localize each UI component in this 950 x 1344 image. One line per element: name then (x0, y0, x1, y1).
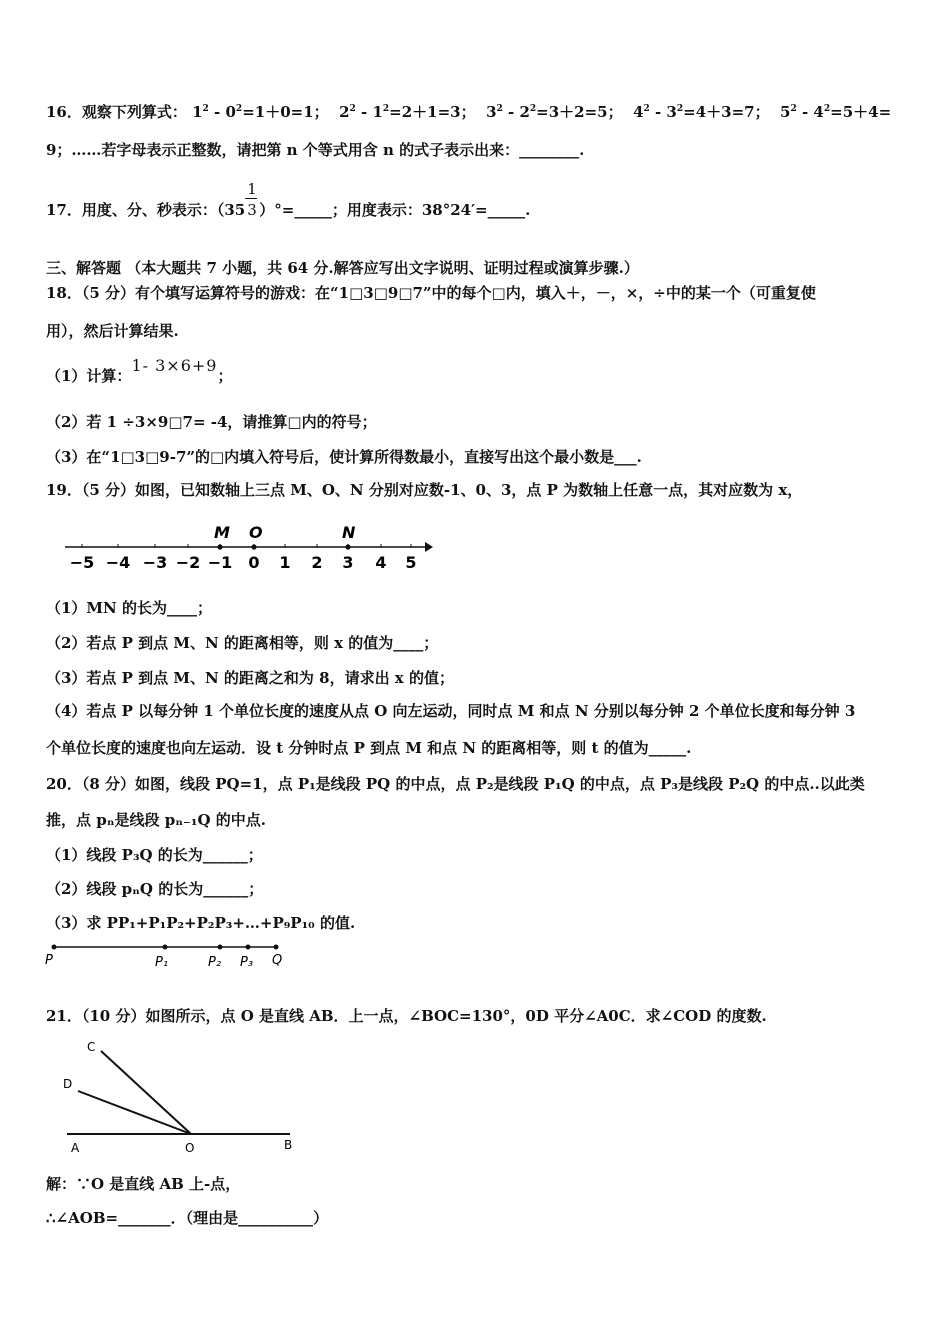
number-line-tick-label: −1 (207, 553, 233, 572)
label-b: B (284, 1138, 293, 1152)
q19-part1: （1）MN 的长为____； (46, 599, 212, 617)
q18-part1-suffix: ； (217, 367, 233, 385)
q16-eq5-sq-b: 2 (823, 104, 831, 114)
q16-eq2-a: 2 (339, 103, 350, 121)
q16-prefix: 16．观察下列算式： (46, 103, 187, 121)
q20-part3: （3）求 PP₁+P₁P₂+P₂P₃+…+P₉P₁₀ 的值. (46, 914, 356, 932)
q16-eq3-a: 3 (486, 103, 497, 121)
label-a: A (71, 1141, 80, 1155)
q18-part1-expression: 1- 3×6+9 (131, 356, 218, 375)
point-p-label: P (45, 953, 53, 968)
q16-eq1-c: =1＋0=1； (242, 103, 329, 121)
q16-eq5-a: 5 (780, 103, 791, 121)
ray-od (78, 1091, 191, 1134)
q17-frac-den: 3 (247, 201, 257, 219)
q16-line2: 9；……若字母表示正整数，请把第 n 个等式用含 n 的式子表示出来：________. (46, 141, 585, 159)
q18-part1 (46, 356, 233, 386)
point-o-label: O (249, 523, 263, 542)
label-d: D (63, 1077, 73, 1091)
q16-eq1-sq-a: 2 (202, 104, 209, 114)
q16-line1 (46, 102, 891, 122)
point-q-dot (274, 945, 279, 950)
q18-line2: 用），然后计算结果. (46, 322, 179, 340)
q17-fraction (245, 180, 259, 221)
number-line-tick-label: −4 (105, 553, 131, 572)
q19-line1: 19．（5 分）如图，已知数轴上三点 M、O、N 分别对应数-1、0、3，点 P 为数轴上任意一点，其对应数为 x， (46, 481, 803, 499)
q21-angle-figure (55, 1035, 305, 1160)
ray-oc (101, 1051, 191, 1134)
point-m-label: M (214, 523, 230, 542)
q17-frac-num: 1 (247, 180, 257, 198)
q16-eq2-sq-b: 2 (382, 104, 390, 114)
point-n-dot (345, 544, 350, 549)
q16-eq4-a: 4 (633, 103, 644, 121)
point-p2-dot (218, 945, 223, 950)
point-p-dot (52, 945, 57, 950)
q16-eq1-b: - 0 (208, 103, 236, 121)
section3-title: 三、解答题 （本大题共 7 小题，共 64 分.解答应写出文字说明、证明过程或演算步骤.） (46, 259, 639, 277)
number-line-tick-label: 1 (279, 553, 291, 572)
q18-part1-prefix: （1）计算： (46, 367, 132, 385)
q17-frac-bar (245, 198, 257, 199)
number-line-tick-label: −2 (175, 553, 201, 572)
q16-eq4-sq-a: 2 (643, 104, 650, 114)
q19-part3: （3）若点 P 到点 M、N 的距离之和为 8，请求出 x 的值； (46, 669, 454, 687)
number-line-tick-label: 4 (375, 553, 387, 572)
q16-eq1-sq-b: 2 (235, 104, 243, 114)
q16-eq4-sq-b: 2 (676, 104, 684, 114)
point-p3-dot (246, 945, 251, 950)
point-m-dot (217, 544, 222, 549)
q16-eq3-b: - 2 (502, 103, 530, 121)
number-line-tick-label: −3 (142, 553, 168, 572)
number-line-arrow (425, 542, 433, 552)
q20-segment-figure (40, 938, 300, 974)
point-o-dot (251, 544, 256, 549)
q16-eq5-c: =5＋4= (830, 103, 892, 121)
q16-eq1-a: 1 (192, 103, 203, 121)
q16-eq4-c: =4＋3=7； (683, 103, 770, 121)
q16-eq2-b: - 1 (355, 103, 383, 121)
number-line-tick-label: 2 (311, 553, 323, 572)
point-p3-label: P₃ (240, 955, 254, 970)
q21-line1: 21．（10 分）如图所示，点 O 是直线 AB．上一点，∠BOC=130°，0D 平分∠A0C．求∠COD 的度数. (46, 1007, 767, 1025)
number-line-tick-label: 3 (342, 553, 354, 572)
q16-eq2-sq-a: 2 (349, 104, 356, 114)
q16-eq3-c: =3＋2=5； (536, 103, 623, 121)
q20-line2: 推，点 pₙ是线段 pₙ₋₁Q 的中点. (46, 811, 266, 829)
q17-line (46, 180, 531, 221)
point-p1-label: P₁ (155, 955, 169, 970)
q18-line1: 18．（5 分）有个填写运算符号的游戏：在“1□3□9□7”中的每个□内，填入＋，－，×，÷中的某一个（可重复使 (46, 284, 816, 302)
number-line-tick-label: −5 (69, 553, 95, 572)
q19-part4-line1: （4）若点 P 以每分钟 1 个单位长度的速度从点 O 向左运动，同时点 M 和点 N 分别以每分钟 2 个单位长度和每分钟 3 (46, 702, 856, 720)
q21-solution-line2: ∴∠AOB=_______．（理由是__________） (46, 1209, 329, 1227)
q16-eq3-sq-b: 2 (529, 104, 537, 114)
label-c: C (87, 1040, 96, 1054)
q21-solution-line1: 解：∵O 是直线 AB 上-点， (46, 1175, 241, 1193)
q20-part1: （1）线段 P₃Q 的长为______； (46, 846, 263, 864)
q19-part2: （2）若点 P 到点 M、N 的距离相等，则 x 的值为____； (46, 634, 439, 652)
q18-part3: （3）在“1□3□9-7”的□内填入符号后，使计算所得数最小，直接写出这个最小数是___. (46, 448, 642, 466)
q16-eq5-sq-a: 2 (790, 104, 797, 114)
label-o: O (185, 1141, 195, 1155)
q16-eq4-b: - 3 (649, 103, 677, 121)
q19-part4-line2: 个单位长度的速度也向左运动．设 t 分钟时点 P 到点 M 和点 N 的距离相等，则 t 的值为_____. (46, 739, 692, 757)
q17-suffix: ）°=_____；用度表示：38°24′=_____. (259, 201, 531, 219)
number-line-tick-label: 5 (405, 553, 417, 572)
point-q-label: Q (272, 953, 283, 968)
q19-number-line-figure (55, 520, 445, 575)
q16-eq5-b: - 4 (796, 103, 824, 121)
number-line-tick-label: 0 (248, 553, 260, 572)
q16-eq2-c: =2＋1=3； (389, 103, 476, 121)
point-n-label: N (342, 523, 356, 542)
q16-eq3-sq-a: 2 (496, 104, 503, 114)
q20-part2: （2）线段 pₙQ 的长为______； (46, 880, 264, 898)
q20-line1: 20．（8 分）如图，线段 PQ=1，点 P₁是线段 PQ 的中点，点 P₂是线段 P₁Q 的中点，点 P₃是线段 P₂Q 的中点..以此类 (46, 775, 865, 793)
point-p1-dot (163, 945, 168, 950)
q18-part2: （2）若 1 ÷3×9□7= -4，请推算□内的符号； (46, 413, 377, 431)
q17-prefix: 17．用度、分、秒表示：（35 (46, 201, 246, 219)
point-p2-label: P₂ (208, 955, 222, 970)
